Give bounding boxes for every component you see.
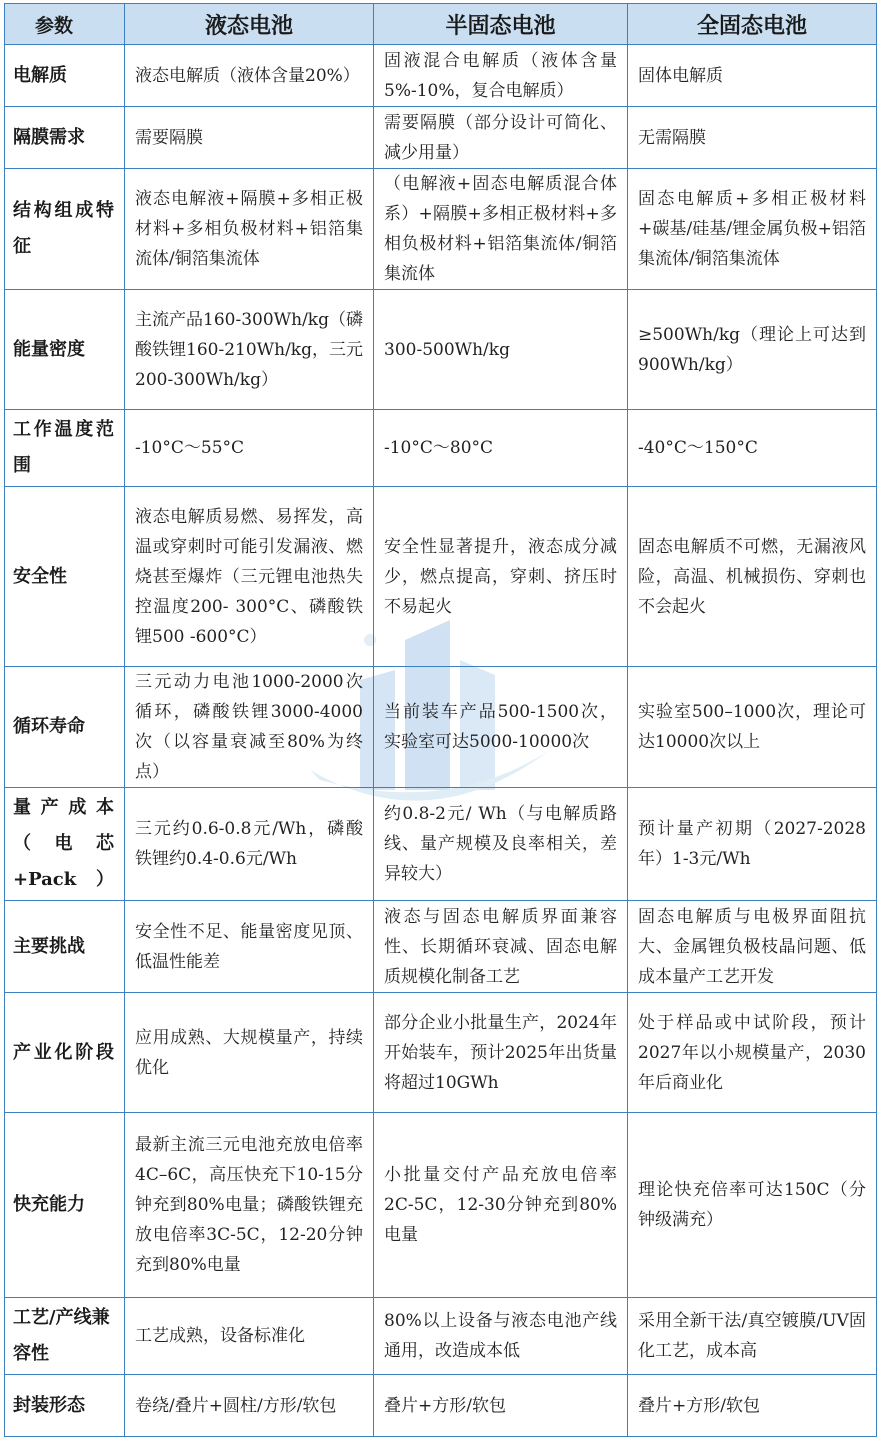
cell-liquid: 主流产品160-300Wh/kg（磷酸铁锂160-210Wh/kg，三元200-300Wh/kg）: [125, 290, 374, 410]
cell-semi-solid: 80%以上设备与液态电池产线通用，改造成本低: [374, 1298, 628, 1375]
header-param: 参数: [5, 4, 125, 45]
cell-solid: 采用全新干法/真空镀膜/UV固化工艺，成本高: [628, 1298, 877, 1375]
cell-solid: 固态电解质+多相正极材料+碳基/硅基/锂金属负极+铝箔集流体/铜箔集流体: [628, 169, 877, 290]
cell-liquid: 液态电解液+隔膜+多相正极材料+多相负极材料+铝箔集流体/铜箔集流体: [125, 169, 374, 290]
battery-comparison-table: [4, 3, 877, 1437]
row-label: 电解质: [5, 45, 125, 107]
cell-solid: 固态电解质不可燃，无漏液风险，高温、机械损伤、穿刺也不会起火: [628, 487, 877, 667]
header-liquid: 液态电池: [125, 4, 374, 45]
row-label: 工作温度范围: [5, 410, 125, 487]
cell-solid: 理论快充倍率可达150C（分钟级满充）: [628, 1113, 877, 1298]
cell-liquid: 安全性不足、能量密度见顶、低温性能差: [125, 901, 374, 993]
cell-liquid: 液态电解质易燃、易挥发，高温或穿刺时可能引发漏液、燃烧甚至爆炸（三元锂电池热失控温度200- 300°C、磷酸铁锂500 -600°C）: [125, 487, 374, 667]
cell-liquid: 最新主流三元电池充放电倍率4C–6C，高压快充下10-15分钟充到80%电量；磷酸铁锂充放电倍率3C-5C，12-20分钟充到80%电量: [125, 1113, 374, 1298]
cell-solid: 固体电解质: [628, 45, 877, 107]
cell-liquid: 需要隔膜: [125, 107, 374, 169]
table-row: [5, 1298, 877, 1375]
row-label: 封装形态: [5, 1375, 125, 1437]
row-label: 安全性: [5, 487, 125, 667]
cell-semi-solid: 300-500Wh/kg: [374, 290, 628, 410]
table-row: [5, 107, 877, 169]
cell-semi-solid: 部分企业小批量生产，2024年开始装车，预计2025年出货量将超过10GWh: [374, 993, 628, 1113]
table-row: [5, 1113, 877, 1298]
cell-liquid: 卷绕/叠片+圆柱/方形/软包: [125, 1375, 374, 1437]
row-label: 量产成本（电芯+Pack）: [5, 788, 125, 901]
cell-liquid: 三元约0.6-0.8元/Wh，磷酸铁锂约0.4-0.6元/Wh: [125, 788, 374, 901]
cell-liquid: 应用成熟、大规模量产，持续优化: [125, 993, 374, 1113]
table-row: [5, 788, 877, 901]
cell-solid: 实验室500–1000次，理论可达10000次以上: [628, 667, 877, 788]
cell-solid: 叠片+方形/软包: [628, 1375, 877, 1437]
cell-liquid: -10°C～55°C: [125, 410, 374, 487]
table-row: [5, 410, 877, 487]
cell-solid: 无需隔膜: [628, 107, 877, 169]
cell-solid: 固态电解质与电极界面阻抗大、金属锂负极枝晶问题、低成本量产工艺开发: [628, 901, 877, 993]
cell-semi-solid: 当前装车产品500-1500次，实验室可达5000-10000次: [374, 667, 628, 788]
table-row: [5, 45, 877, 107]
header-solid: 全固态电池: [628, 4, 877, 45]
cell-liquid: 液态电解质（液体含量20%）: [125, 45, 374, 107]
cell-semi-solid: 需要隔膜（部分设计可简化、减少用量）: [374, 107, 628, 169]
row-label: 能量密度: [5, 290, 125, 410]
cell-solid: 处于样品或中试阶段，预计2027年以小规模量产，2030年后商业化: [628, 993, 877, 1113]
row-label: 隔膜需求: [5, 107, 125, 169]
row-label: 工艺/产线兼容性: [5, 1298, 125, 1375]
row-label: 循环寿命: [5, 667, 125, 788]
cell-liquid: 三元动力电池1000-2000次循环，磷酸铁锂3000-4000次（以容量衰减至80%为终点）: [125, 667, 374, 788]
table-row: [5, 901, 877, 993]
row-label: 结构组成特征: [5, 169, 125, 290]
table-header-row: [5, 4, 877, 45]
cell-semi-solid: 小批量交付产品充放电倍率2C-5C，12-30分钟充到80%电量: [374, 1113, 628, 1298]
cell-semi-solid: 安全性显著提升，液态成分减少，燃点提高，穿刺、挤压时不易起火: [374, 487, 628, 667]
row-label: 快充能力: [5, 1113, 125, 1298]
table-row: [5, 290, 877, 410]
row-label: 主要挑战: [5, 901, 125, 993]
cell-semi-solid: 约0.8-2元/ Wh（与电解质路线、量产规模及良率相关，差异较大）: [374, 788, 628, 901]
cell-semi-solid: 液态与固态电解质界面兼容性、长期循环衰减、固态电解质规模化制备工艺: [374, 901, 628, 993]
cell-semi-solid: 固液混合电解质（液体含量5%-10%，复合电解质）: [374, 45, 628, 107]
table-row: [5, 993, 877, 1113]
cell-semi-solid: 叠片+方形/软包: [374, 1375, 628, 1437]
cell-semi-solid: （电解液+固态电解质混合体系）+隔膜+多相正极材料+多相负极材料+铝箔集流体/铜箔集流体: [374, 169, 628, 290]
table-row: [5, 169, 877, 290]
cell-solid: ≥500Wh/kg（理论上可达到900Wh/kg）: [628, 290, 877, 410]
cell-liquid: 工艺成熟，设备标准化: [125, 1298, 374, 1375]
row-label: 产业化阶段: [5, 993, 125, 1113]
cell-solid: -40°C～150°C: [628, 410, 877, 487]
cell-semi-solid: -10°C～80°C: [374, 410, 628, 487]
header-semi-solid: 半固态电池: [374, 4, 628, 45]
table-row: [5, 667, 877, 788]
table-row: [5, 487, 877, 667]
cell-solid: 预计量产初期（2027-2028年）1-3元/Wh: [628, 788, 877, 901]
table-row: [5, 1375, 877, 1437]
